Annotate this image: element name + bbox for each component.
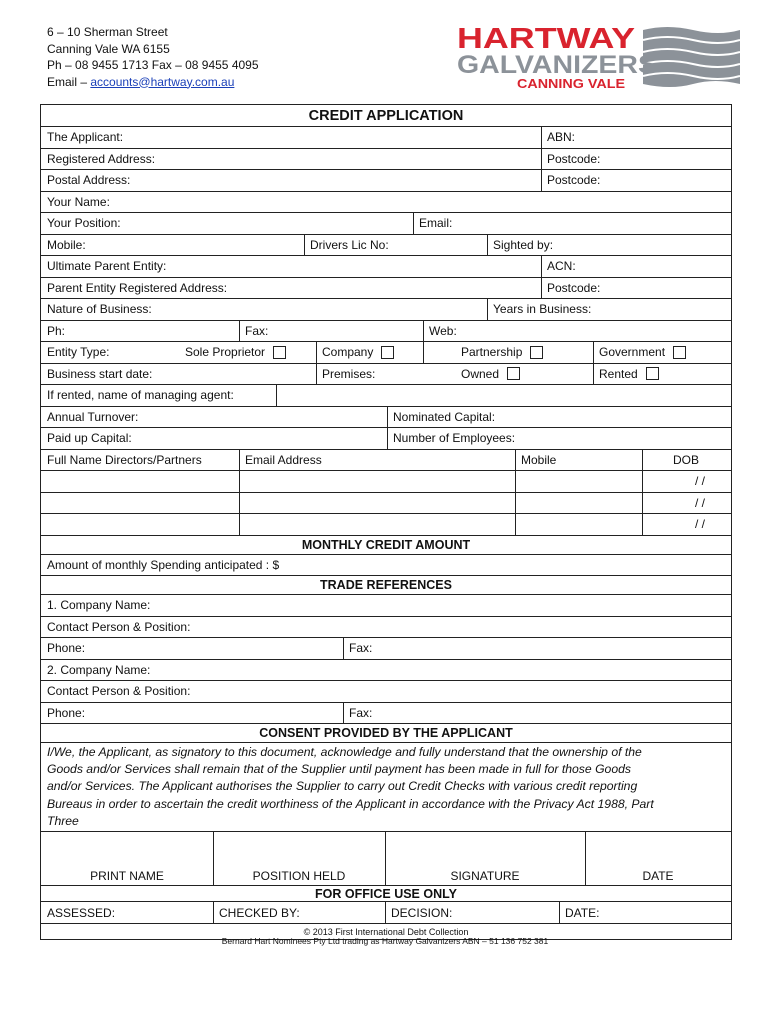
web-field[interactable]: Web:	[429, 323, 457, 338]
consent-line: and/or Services. The Applicant authorises the Supplier to carry out Credit Checks with various credit reporting	[47, 779, 638, 794]
nominated-capital-field[interactable]: Nominated Capital:	[393, 409, 496, 424]
trade-references-heading: TRADE REFERENCES	[320, 578, 452, 592]
row-contact2	[41, 681, 731, 703]
ultimate-parent-field[interactable]: Ultimate Parent Entity:	[47, 259, 167, 274]
partnership-option[interactable]	[455, 342, 543, 363]
decision-field[interactable]: DECISION:	[391, 905, 453, 920]
hartway-logo	[455, 22, 740, 92]
director-row	[41, 514, 731, 536]
row-turnover	[41, 407, 731, 429]
director-mobile-input[interactable]	[515, 493, 642, 514]
phone-fax: Ph – 08 9455 1713 Fax – 08 9455 4095	[47, 58, 259, 72]
director-mobile-input[interactable]	[515, 471, 642, 492]
office-use-heading: FOR OFFICE USE ONLY	[315, 886, 457, 901]
director-name-input[interactable]	[41, 493, 239, 514]
years-business-field[interactable]: Years in Business:	[493, 302, 592, 317]
fax2-field[interactable]: Fax:	[349, 705, 373, 720]
directors-dob-header: DOB	[672, 452, 699, 467]
row-monthly-spend	[41, 555, 731, 577]
monthly-spend-field[interactable]: Amount of monthly Spending anticipated : $	[47, 557, 280, 572]
paid-up-capital-field[interactable]: Paid up Capital:	[47, 431, 132, 446]
contact2-field[interactable]: Contact Person & Position:	[47, 684, 191, 699]
form-title-row	[41, 105, 731, 127]
row-managing-agent	[41, 385, 731, 407]
director-name-input[interactable]	[41, 471, 239, 492]
email-field[interactable]: Email:	[419, 216, 453, 231]
row-parent-address	[41, 278, 731, 300]
rented-option[interactable]	[593, 364, 659, 385]
postal-address-field[interactable]: Postal Address:	[47, 173, 131, 188]
consent-text	[41, 743, 731, 832]
monthly-credit-header-row	[41, 536, 731, 555]
monthly-credit-heading: MONTHLY CREDIT AMOUNT	[301, 537, 471, 552]
rented-label: Rented	[599, 366, 638, 381]
rented-checkbox[interactable]	[646, 367, 659, 380]
logo-line-3: CANNING VALE	[517, 76, 626, 91]
address-line-1: 6 – 10 Sherman Street	[47, 25, 168, 39]
company-checkbox[interactable]	[381, 346, 394, 359]
logo-line-1: HARTWAY	[457, 23, 635, 55]
consent-header-row	[41, 724, 731, 743]
mobile-field[interactable]: Mobile:	[47, 237, 86, 252]
postcode-field[interactable]: Postcode:	[547, 151, 601, 166]
consent-line: Bureaus in order to ascertain the credit worthiness of the Applicant in accordance with the Privacy Act 1988, Part	[47, 796, 654, 811]
office-use-header-row	[41, 886, 731, 902]
your-position-field[interactable]: Your Position:	[47, 216, 121, 231]
footer-text: Bernard Hart Nominees Pty Ltd trading as Hartway Galvanizers ABN – 51 136 752 381	[221, 936, 549, 946]
government-label: Government	[599, 345, 666, 360]
partnership-checkbox[interactable]	[530, 346, 543, 359]
drivers-lic-field[interactable]: Drivers Lic No:	[310, 237, 389, 252]
num-employees-field[interactable]: Number of Employees:	[393, 431, 516, 446]
sole-proprietor-option[interactable]	[179, 342, 286, 363]
office-date-field[interactable]: DATE:	[565, 905, 600, 920]
director-dob-input[interactable]: / /	[694, 517, 705, 532]
managing-agent-label: If rented, name of managing agent:	[47, 388, 234, 403]
form-title: CREDIT APPLICATION	[308, 107, 464, 124]
flag-icon	[643, 27, 740, 87]
ph-field[interactable]: Ph:	[47, 323, 66, 338]
row-business-start	[41, 364, 731, 386]
owned-label: Owned	[461, 366, 500, 381]
phone1-field[interactable]: Phone:	[47, 641, 86, 656]
row-nature-business	[41, 299, 731, 321]
logo-line-2: GALVANIZERS	[457, 51, 657, 79]
sole-proprietor-label: Sole Proprietor	[185, 345, 266, 360]
entity-type-label: Entity Type:	[47, 345, 110, 360]
row-phone2	[41, 703, 731, 725]
your-name-field[interactable]: Your Name:	[47, 194, 110, 209]
signature-block-row	[41, 832, 731, 886]
director-dob-input[interactable]: / /	[694, 474, 705, 489]
partnership-label: Partnership	[461, 345, 523, 360]
email-label: Email –	[47, 74, 91, 89]
copyright-text: © 2013 First International Debt Collection	[303, 926, 469, 937]
director-email-input[interactable]	[239, 514, 515, 535]
consent-heading: CONSENT PROVIDED BY THE APPLICANT	[259, 726, 513, 740]
sole-proprietor-checkbox[interactable]	[273, 346, 286, 359]
assessed-field[interactable]: ASSESSED:	[47, 905, 116, 920]
company-address	[47, 24, 259, 90]
signature-field[interactable]: SIGNATURE	[450, 869, 520, 884]
director-email-input[interactable]	[239, 471, 515, 492]
directors-email-header: Email Address	[245, 452, 322, 467]
date-field[interactable]: DATE	[642, 869, 674, 884]
row-contact1	[41, 617, 731, 639]
director-email-input[interactable]	[239, 493, 515, 514]
directors-header-row	[41, 450, 731, 472]
row-your-name	[41, 192, 731, 214]
row-registered-address	[41, 149, 731, 171]
sighted-by-field[interactable]: Sighted by:	[493, 237, 554, 252]
nature-business-field[interactable]: Nature of Business:	[47, 302, 152, 317]
address-line-2: Canning Vale WA 6155	[47, 41, 170, 56]
government-checkbox[interactable]	[673, 346, 686, 359]
owned-checkbox[interactable]	[507, 367, 520, 380]
directors-mobile-header: Mobile	[521, 452, 557, 467]
row-company1	[41, 595, 731, 617]
acn-field[interactable]: ACN:	[547, 259, 576, 274]
row-position	[41, 213, 731, 235]
email-link[interactable]: accounts@hartway.com.au	[90, 74, 235, 89]
parent-address-field[interactable]: Parent Entity Registered Address:	[47, 280, 228, 295]
print-name-field[interactable]: PRINT NAME	[90, 869, 164, 884]
trade-refs-header-row	[41, 576, 731, 595]
premises-label: Premises:	[322, 366, 376, 381]
business-start-field[interactable]: Business start date:	[47, 366, 153, 381]
registered-address-field[interactable]: Registered Address:	[47, 151, 156, 166]
row-company2	[41, 660, 731, 682]
row-mobile	[41, 235, 731, 257]
director-row	[41, 471, 731, 493]
row-office-use	[41, 902, 731, 924]
fax1-field[interactable]: Fax:	[349, 641, 373, 656]
director-mobile-input[interactable]	[515, 514, 642, 535]
email-line	[47, 74, 259, 91]
director-name-input[interactable]	[41, 514, 239, 535]
row-applicant	[41, 127, 731, 149]
applicant-field[interactable]: The Applicant:	[47, 130, 124, 145]
position-held-field[interactable]: POSITION HELD	[252, 869, 346, 884]
row-ultimate-parent	[41, 256, 731, 278]
row-entity-type	[41, 342, 731, 364]
phone2-field[interactable]: Phone:	[47, 705, 86, 720]
managing-agent-input[interactable]	[276, 385, 731, 406]
postal-postcode-field[interactable]: Postcode:	[547, 173, 601, 188]
directors-name-header: Full Name Directors/Partners	[47, 452, 202, 467]
row-paid-capital	[41, 428, 731, 450]
consent-line: Goods and/or Services shall remain that of the Supplier until payment has been made in full for those Goods	[47, 762, 631, 777]
owned-option[interactable]	[455, 364, 520, 385]
annual-turnover-field[interactable]: Annual Turnover:	[47, 409, 139, 424]
company2-name-field[interactable]: 2. Company Name:	[47, 662, 151, 677]
company-option[interactable]	[316, 342, 394, 363]
row-contact	[41, 321, 731, 343]
government-option[interactable]	[593, 342, 686, 363]
fax-field[interactable]: Fax:	[245, 323, 269, 338]
parent-postcode-field[interactable]: Postcode:	[547, 280, 601, 295]
company1-name-field[interactable]: 1. Company Name:	[47, 598, 151, 613]
consent-line: Three	[47, 813, 79, 828]
checked-by-field[interactable]: CHECKED BY:	[219, 905, 300, 920]
credit-application-form	[40, 104, 732, 940]
abn-field[interactable]: ABN:	[547, 130, 576, 145]
director-dob-input[interactable]: / /	[694, 495, 705, 510]
company-label: Company	[322, 345, 374, 360]
row-postal-address	[41, 170, 731, 192]
director-row	[41, 493, 731, 515]
row-phone1	[41, 638, 731, 660]
consent-line: I/We, the Applicant, as signatory to this document, acknowledge and fully understand that the ownership of the	[47, 745, 642, 759]
contact1-field[interactable]: Contact Person & Position:	[47, 619, 191, 634]
